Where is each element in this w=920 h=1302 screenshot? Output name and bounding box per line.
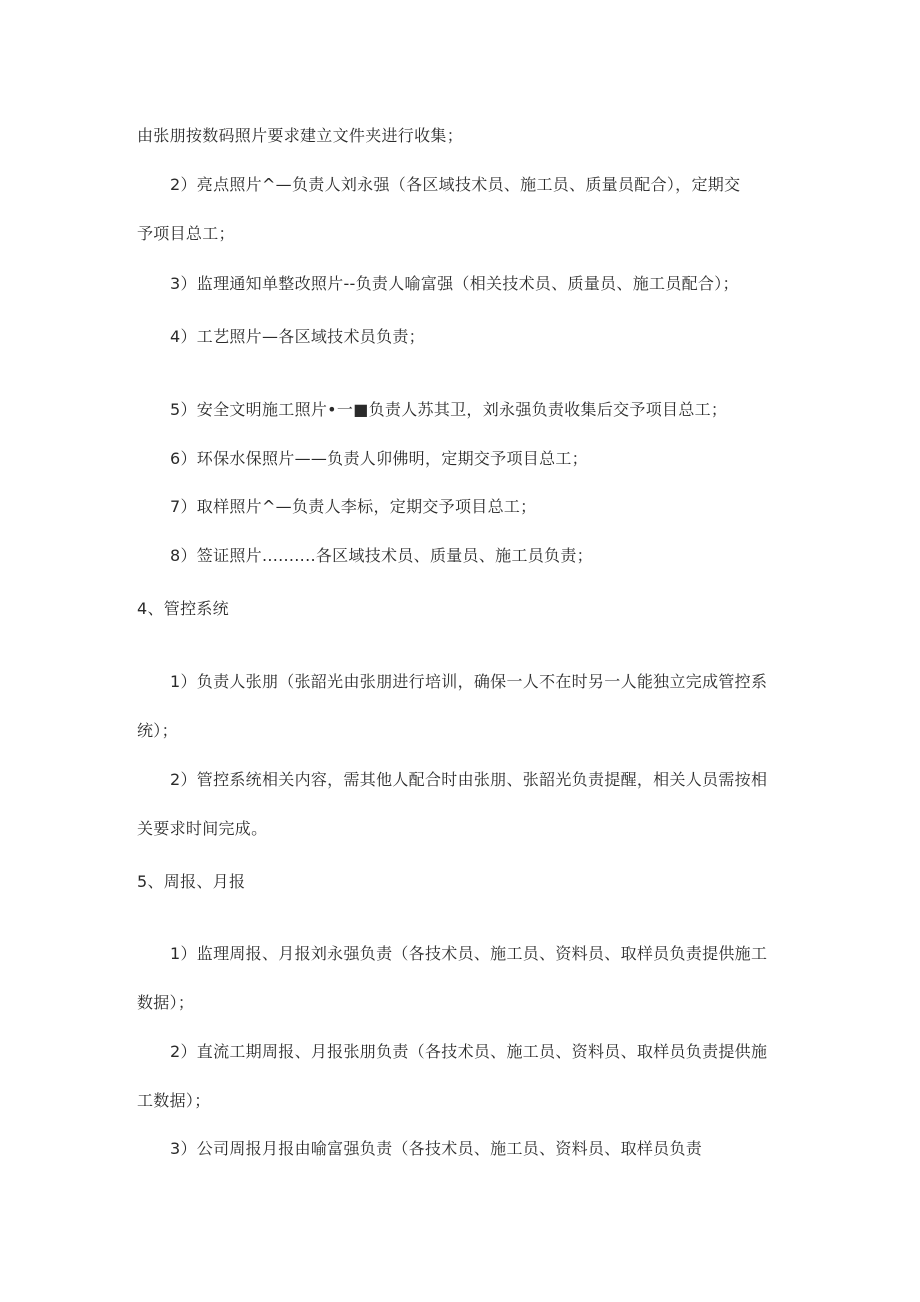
text-line: 予项目总工； bbox=[137, 224, 235, 243]
text-line: 工数据）； bbox=[137, 1091, 211, 1110]
text-line: 3）监理通知单整改照片--负责人喻富强（相关技术员、质量员、施工员配合）； bbox=[170, 274, 739, 293]
text-line: 2）管控系统相关内容，需其他人配合时由张朋、张韶光负责提醒，相关人员需按相 bbox=[170, 770, 768, 789]
text-line: 3）公司周报月报由喻富强负责（各技术员、施工员、资料员、取样员负责 bbox=[170, 1139, 703, 1158]
text-line: 2）亮点照片^—负责人刘永强（各区域技术员、施工员、质量员配合），定期交 bbox=[170, 175, 741, 194]
text-line: 由张朋按数码照片要求建立文件夹进行收集； bbox=[137, 126, 464, 145]
section-heading: 4、管控系统 bbox=[137, 599, 229, 618]
text-line: 2）直流工期周报、月报张朋负责（各技术员、施工员、资料员、取样员负责提供施 bbox=[170, 1042, 768, 1061]
text-line: 4）工艺照片—各区域技术员负责； bbox=[170, 327, 425, 346]
section-heading: 5、周报、月报 bbox=[137, 872, 246, 891]
text-line: 8）签证照片..........各区域技术员、质量员、施工员负责； bbox=[170, 546, 593, 565]
text-line: 6）环保水保照片——负责人卯佛明，定期交予项目总工； bbox=[170, 449, 588, 468]
text-line: 数据）； bbox=[137, 993, 195, 1012]
text-line: 5）安全文明施工照片•一■负责人苏其卫，刘永强负责收集后交予项目总工； bbox=[170, 400, 728, 419]
text-line: 关要求时间完成。 bbox=[137, 819, 268, 838]
text-line: 1）监理周报、月报刘永强负责（各技术员、施工员、资料员、取样员负责提供施工 bbox=[170, 944, 768, 963]
text-line: 1）负责人张朋（张韶光由张朋进行培训，确保一人不在时另一人能独立完成管控系 bbox=[170, 672, 768, 691]
text-line: 统）； bbox=[137, 721, 178, 740]
text-line: 7）取样照片^—负责人李标，定期交予项目总工； bbox=[170, 497, 537, 516]
